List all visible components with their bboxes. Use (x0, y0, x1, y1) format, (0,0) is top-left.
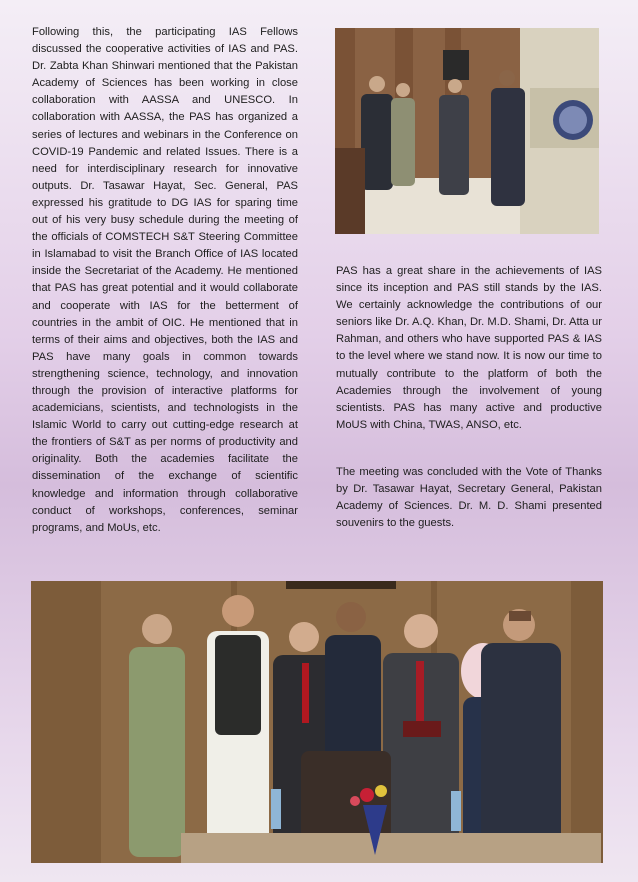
right-text-column (336, 263, 602, 532)
left-text-column (32, 24, 298, 537)
left-paragraph: Following this, the participating IAS Fellows discussed the cooperative activities of IAS and PAS. Dr. Zabta Khan Shinwari mentioned that the Pakistan Academy of Sciences has been working in close collaboration with AASSA and UNESCO. In collaboration with AASSA, the PAS has organized a series of lectures and webinars in the Conference on COVID-19 Pandemic and related Issues. There is a need for interdisciplinary research for innovative outputs. Dr. Tasawar Hayat, Sec. General, PAS expressed his gratitude to DG IAS for sparing time out of his very busy schedule during the meeting of the officials of COMSTECH S&T Steering Committee in Islamabad to visit the Branch Office of IAS located inside the Secretariat of the Academy. He mentioned that PAS has great potential and it would collaborate and cooperate with IAS for the betterment of countries in the ambit of OIC. He mentioned that in terms of their aims and objectives, both the IAS and PAS have many goals in common towards strengthening science, technology, and innovation through the provision of interactive platforms for academicians, scientists, and technologists in the Islamic World to carry out cutting-edge research at the frontiers of S&T as per norms of productivity and originality. Both the academies facilitate the dissemination of the exchange of scientific knowledge and information through collaborative conduct of workshops, conferences, seminar programs, and MoUs, etc. (32, 26, 298, 534)
group-souvenir-photo (31, 581, 603, 863)
right-paragraph-2: The meeting was concluded with the Vote of Thanks by Dr. Tasawar Hayat, Secretary General, Pakistan Academy of Sciences. Dr. M. D. Shami presented souvenirs to the guests. (336, 465, 602, 530)
meeting-room-photo (335, 28, 599, 234)
right-paragraph-1: PAS has a great share in the achievements of IAS since its inception and PAS still stands by the IAS. We certainly acknowledge the contributions of our seniors like Dr. A.Q. Khan, Dr. M.D. Shami, Dr. Atta ur Rahman, and others who have supported PAS & IAS to the level where we stand now. It is now our time to mutually contribute to the platform of both the Academies through the involvement of young scientists. PAS has many active and productive MoUS with China, TWAS, ANSO, etc. (336, 265, 602, 431)
